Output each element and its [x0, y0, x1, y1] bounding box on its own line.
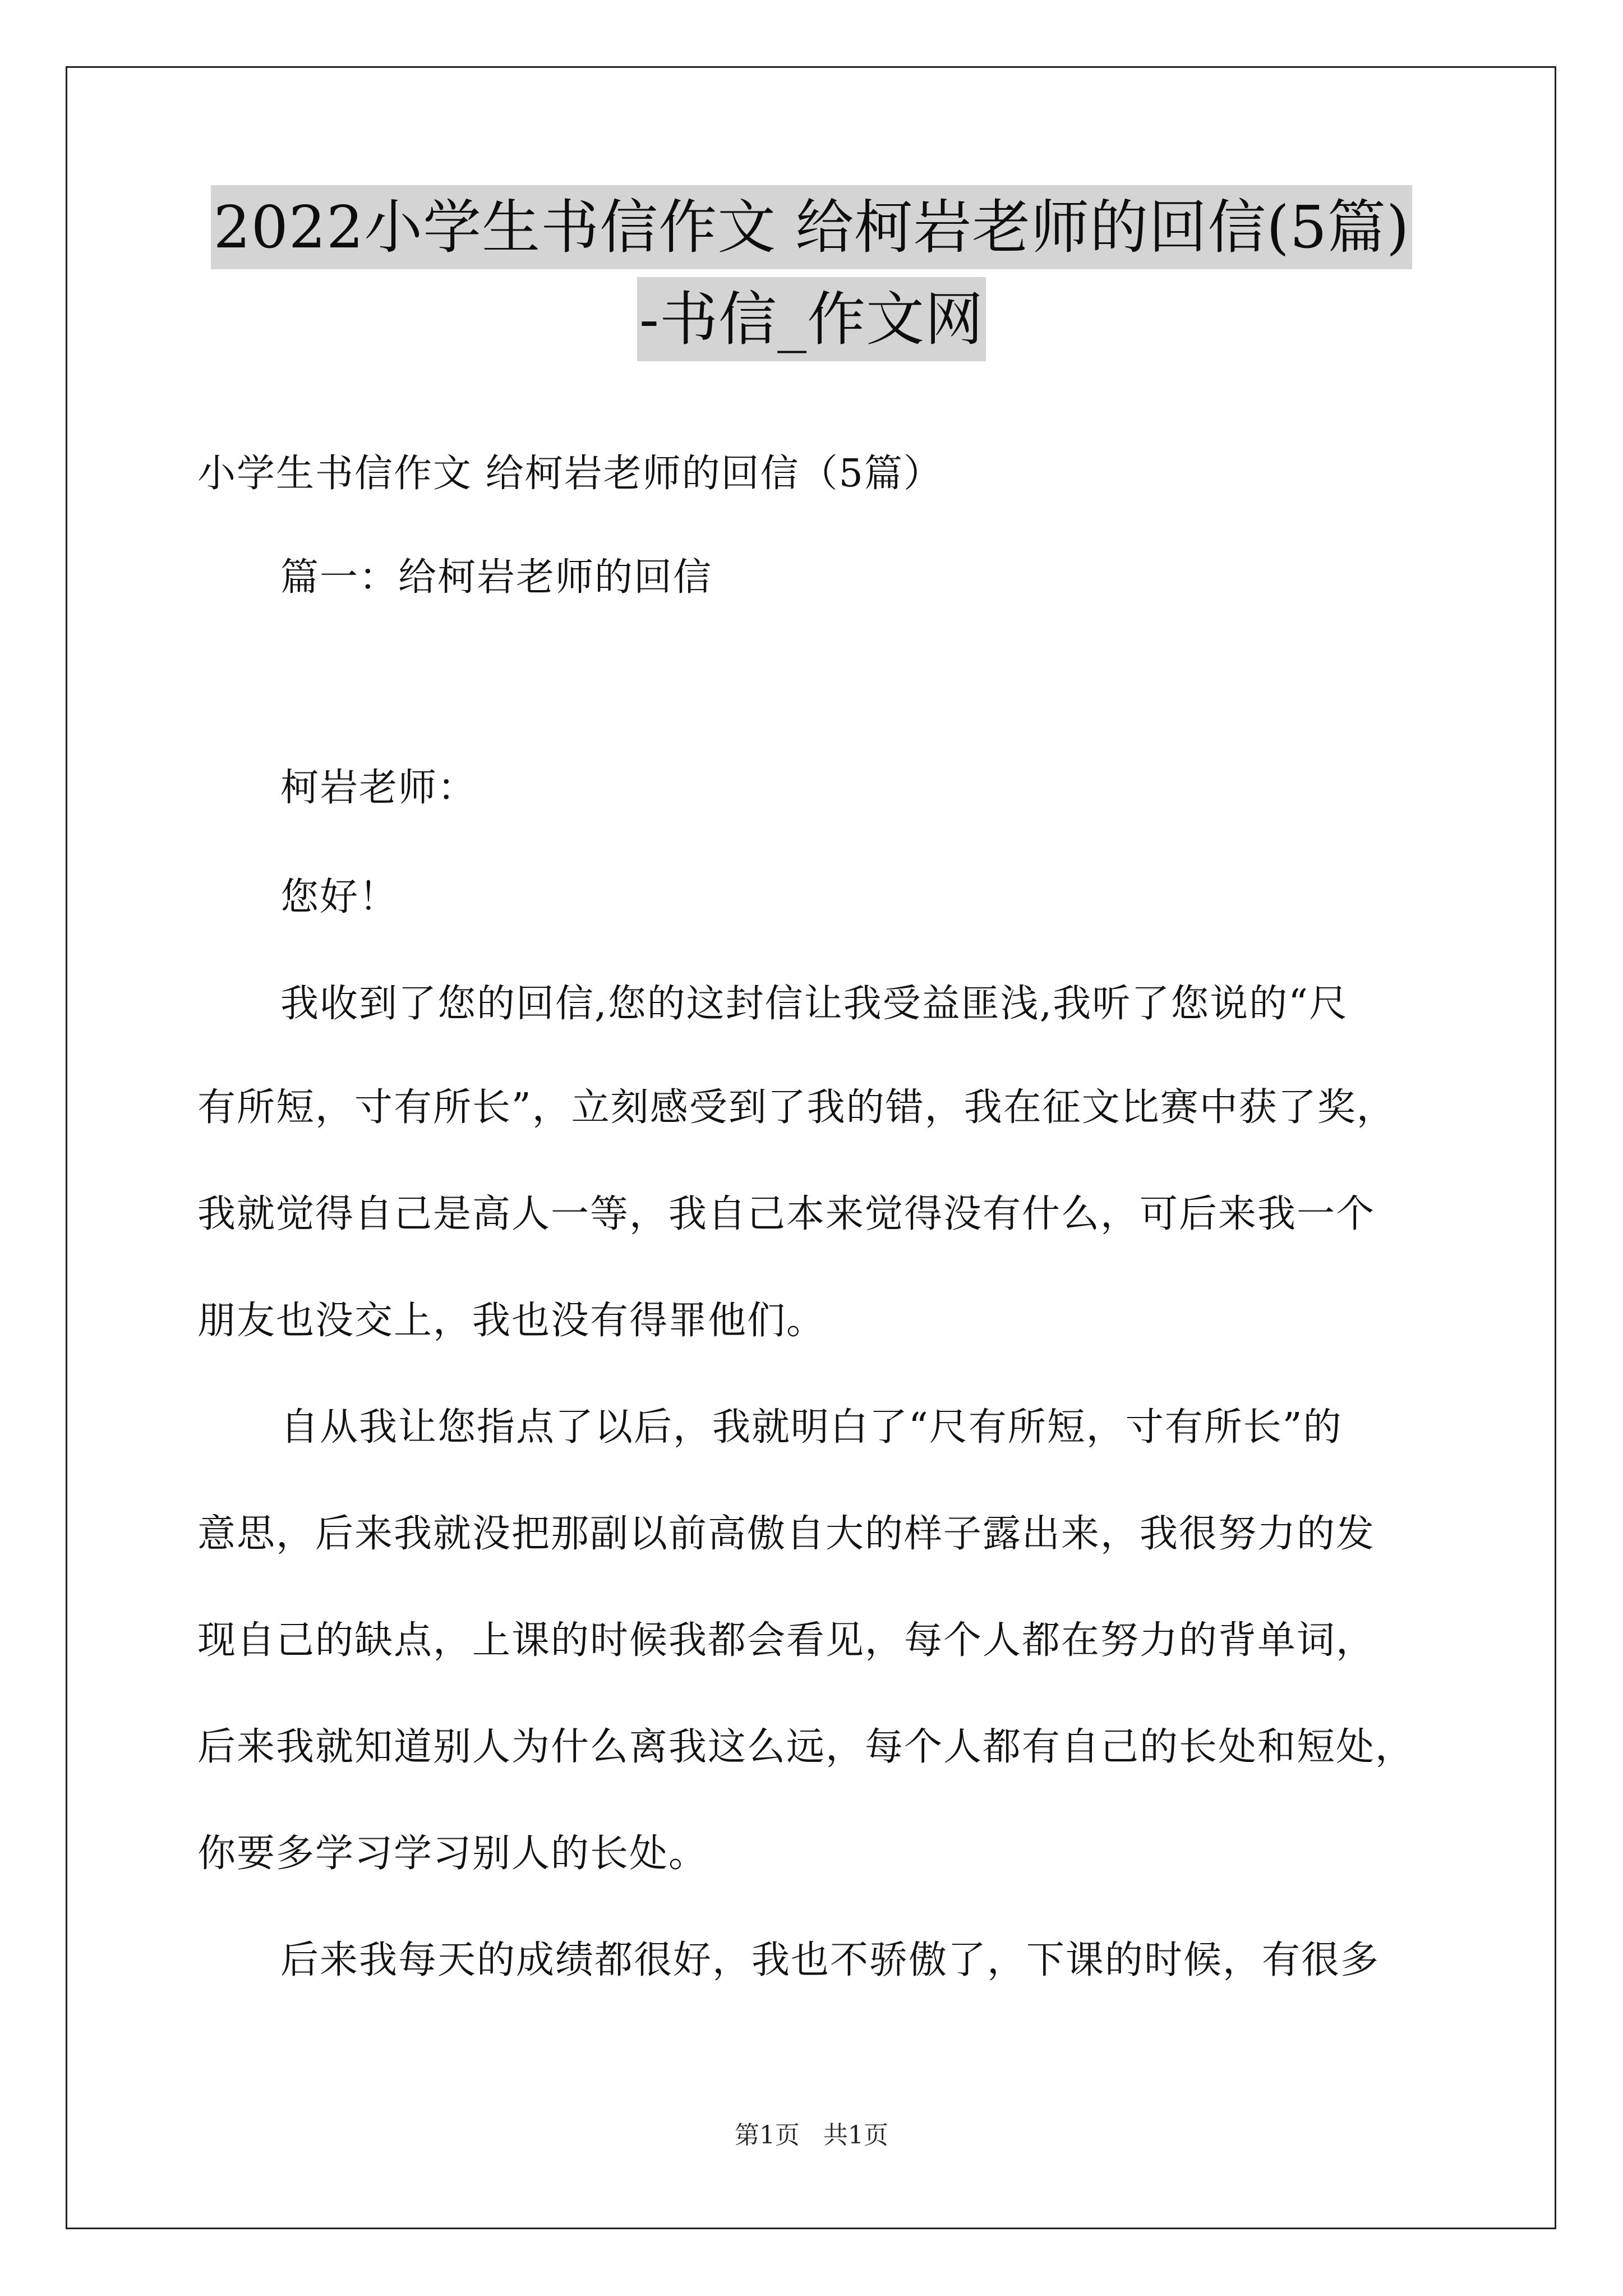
- body-line: 我就觉得自己是高人一等，我自己本来觉得没有什么，可后来我一个: [197, 1192, 1376, 1236]
- body-line: 意思，后来我就没把那副以前高傲自大的样子露出来，我很努力的发: [197, 1512, 1376, 1556]
- body-line: 后来我每天的成绩都很好，我也不骄傲了，下课的时候，有很多: [280, 1938, 1380, 1982]
- letter-salutation: 柯岩老师：: [280, 766, 477, 810]
- page-footer: [0, 2115, 1623, 2151]
- title-line-1: 2022小学生书信作文 给柯岩老师的回信(5篇): [211, 185, 1412, 269]
- body-line: 自从我让您指点了以后，我就明白了“尺有所短，寸有所长”的: [280, 1405, 1343, 1450]
- section-heading: 篇一：给柯岩老师的回信: [280, 555, 713, 600]
- page-number: 第1页: [735, 2121, 800, 2150]
- page-border: [66, 66, 1556, 2229]
- letter-greeting: 您好！: [280, 875, 399, 919]
- document-title: [0, 185, 1623, 361]
- body-line: 现自己的缺点，上课的时候我都会看见，每个人都在努力的背单词，: [197, 1618, 1376, 1663]
- body-line: 我收到了您的回信,您的这封信让我受益匪浅,我听了您说的“尺: [280, 982, 1348, 1026]
- body-line: 有所短，寸有所长”，立刻感受到了我的错，我在征文比赛中获了奖，: [197, 1085, 1396, 1130]
- body-line: 朋友也没交上，我也没有得罪他们。: [197, 1299, 826, 1343]
- document-subtitle: 小学生书信作文 给柯岩老师的回信（5篇）: [197, 452, 943, 496]
- body-line: 你要多学习学习别人的长处。: [197, 1832, 708, 1876]
- body-line: 后来我就知道别人为什么离我这么远，每个人都有自己的长处和短处，: [197, 1725, 1415, 1769]
- page-total: 共1页: [823, 2121, 888, 2150]
- title-line-2: -书信_作文网: [637, 277, 986, 361]
